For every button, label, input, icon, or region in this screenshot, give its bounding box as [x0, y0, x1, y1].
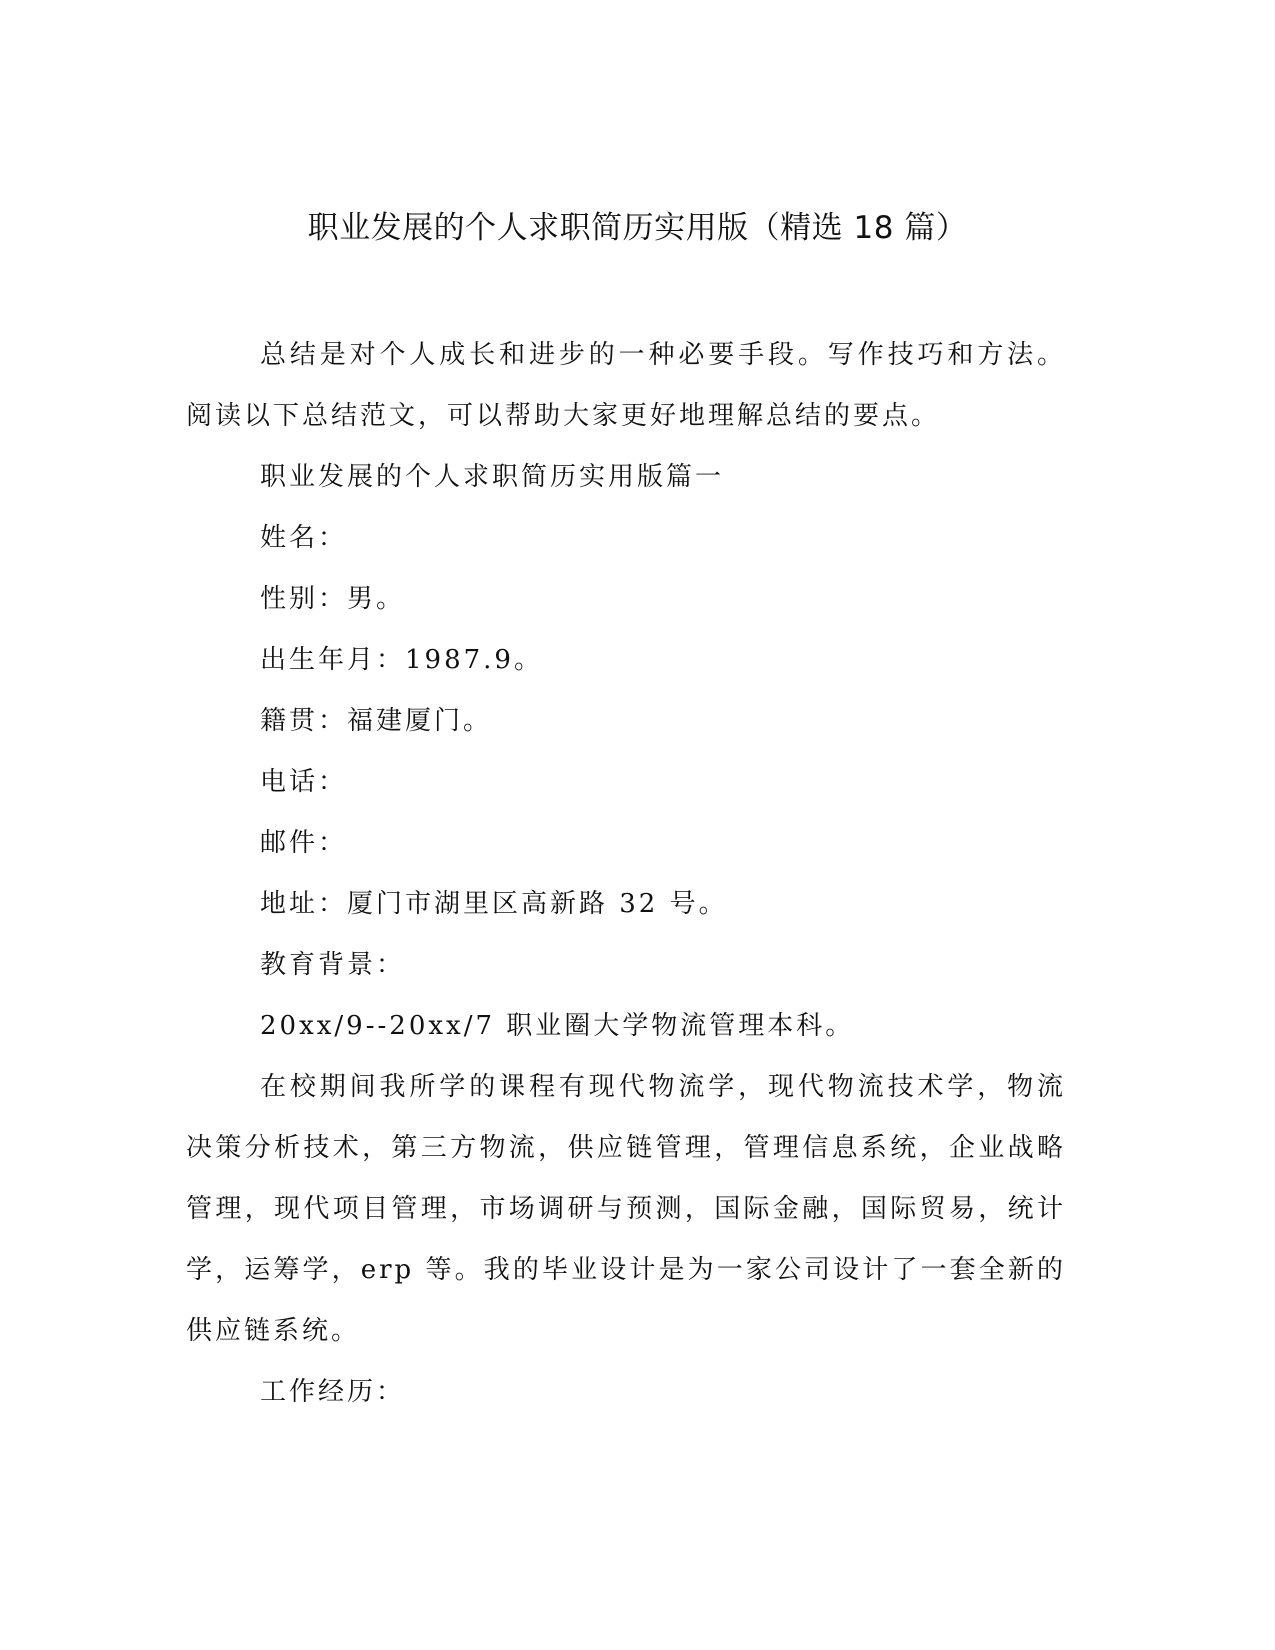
- address-field: 地址：厦门市湖里区高新路 32 号。: [260, 889, 728, 919]
- work-experience-heading: 工作经历：: [260, 1377, 406, 1407]
- education-entry: 20xx/9--20xx/7 职业圈大学物流管理本科。: [260, 1011, 855, 1041]
- gender-field: 性别：男。: [260, 584, 406, 614]
- courses-paragraph: 在校期间我所学的课程有现代物流学，现代物流技术学，物流决策分析技术，第三方物流，供应链管理，管理信息系统，企业战略管理，现代项目管理，市场调研与预测，国际金融，国际贸易，统计学，运筹学，erp 等。我的毕业设计是为一家公司设计了一套全新的供应链系统。: [186, 1072, 1066, 1346]
- email-field: 邮件：: [260, 828, 348, 858]
- education-heading: 教育背景：: [260, 950, 406, 980]
- native-place-field: 籍贯：福建厦门。: [260, 706, 493, 736]
- phone-field: 电话：: [260, 767, 348, 797]
- birth-date-field: 出生年月：1987.9。: [260, 645, 543, 675]
- intro-paragraph: 总结是对个人成长和进步的一种必要手段。写作技巧和方法。阅读以下总结范文，可以帮助大家更好地理解总结的要点。: [186, 340, 1066, 431]
- section-heading: 职业发展的个人求职简历实用版篇一: [260, 462, 725, 492]
- document-body: [186, 325, 1066, 1423]
- name-field: 姓名：: [260, 523, 348, 553]
- document-title: 职业发展的个人求职简历实用版（精选 18 篇）: [307, 210, 968, 246]
